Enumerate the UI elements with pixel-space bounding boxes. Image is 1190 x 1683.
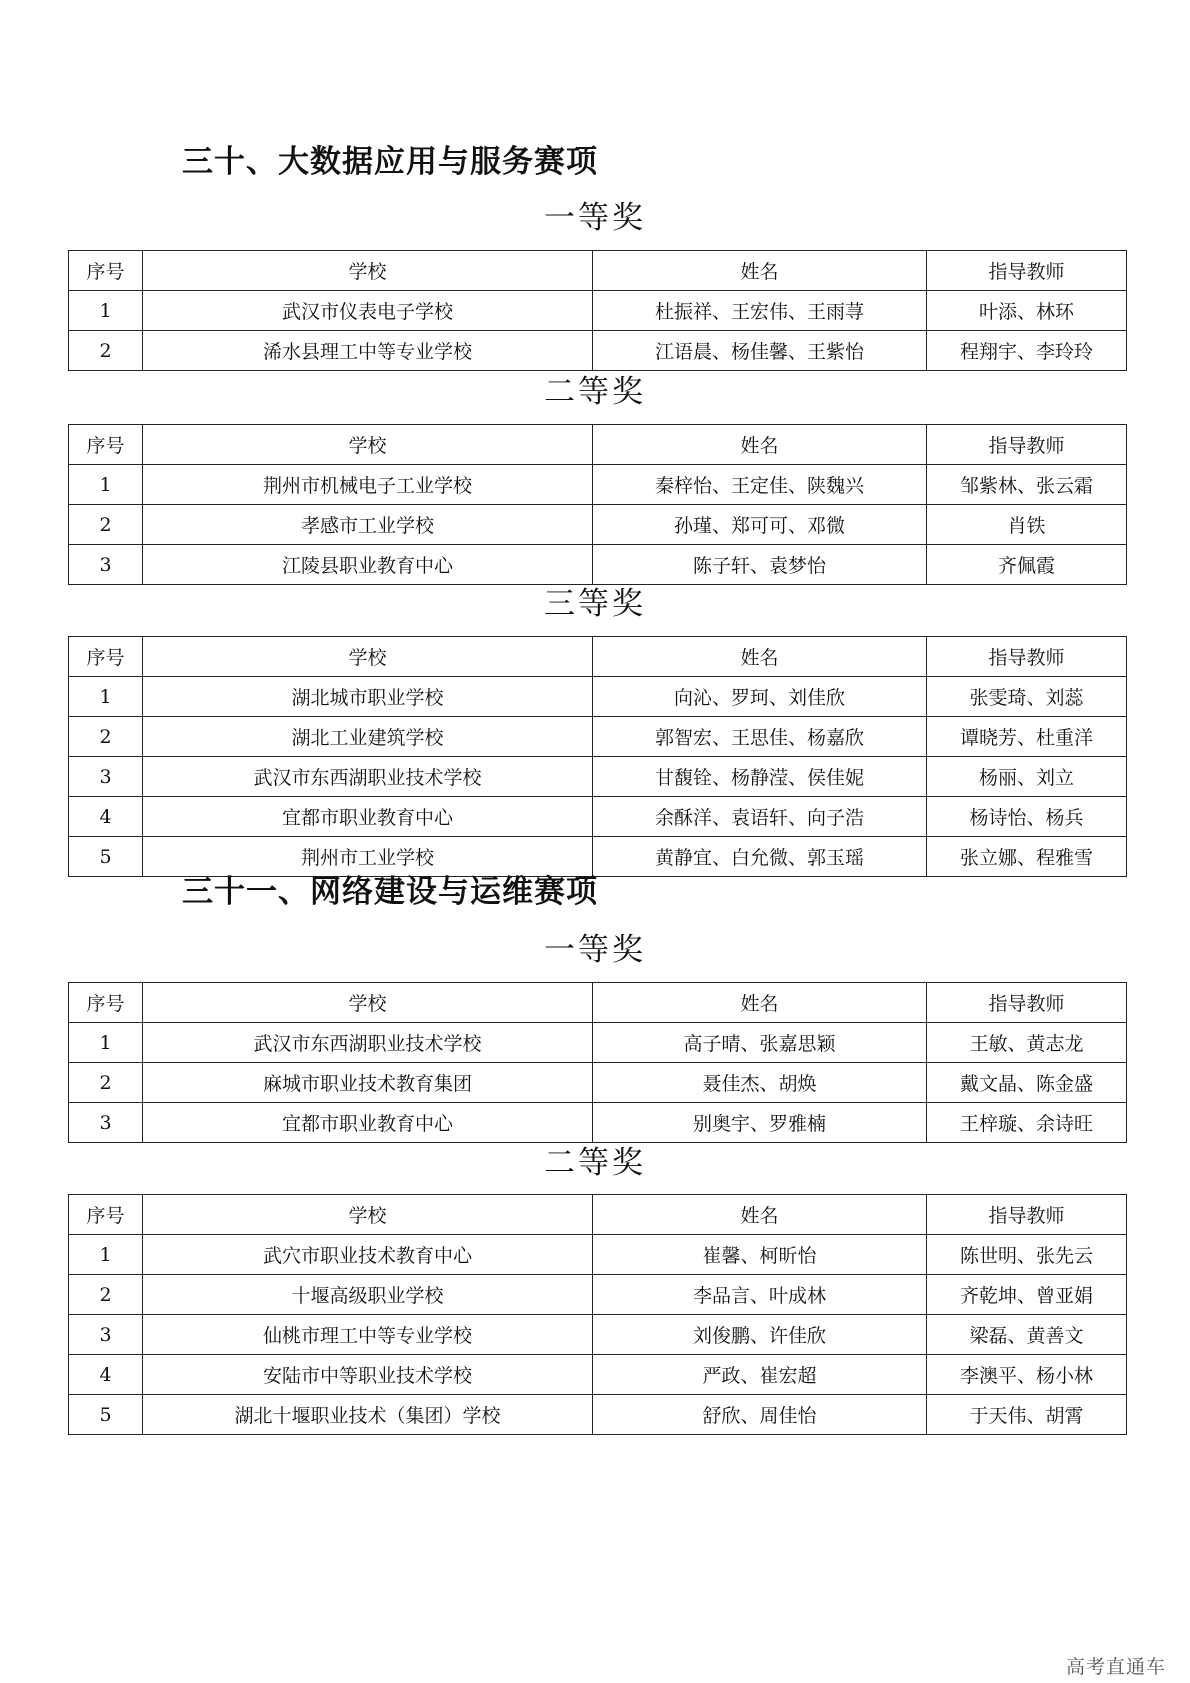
column-header-names: 姓名 — [593, 983, 927, 1023]
cell-no: 4 — [69, 1355, 143, 1395]
award-table — [68, 250, 1127, 371]
cell-teacher: 程翔宇、李玲玲 — [927, 331, 1127, 371]
column-header-school: 学校 — [143, 983, 593, 1023]
cell-school: 荆州市工业学校 — [143, 837, 593, 877]
cell-school: 湖北工业建筑学校 — [143, 717, 593, 757]
table-row — [69, 291, 1127, 331]
award-title: 二等奖 — [544, 374, 646, 410]
column-header-no: 序号 — [69, 251, 143, 291]
award-title: 一等奖 — [544, 200, 646, 236]
watermark: 高考直通车 — [1065, 1656, 1166, 1678]
section-title: 三十、大数据应用与服务赛项 — [182, 144, 598, 180]
column-header-school: 学校 — [143, 425, 593, 465]
award-title: 三等奖 — [544, 586, 646, 622]
cell-names: 杜振祥、王宏伟、王雨荨 — [593, 291, 927, 331]
cell-teacher: 肖铁 — [927, 505, 1127, 545]
table-row — [69, 757, 1127, 797]
cell-teacher: 齐佩霞 — [927, 545, 1127, 585]
cell-school: 江陵县职业教育中心 — [143, 545, 593, 585]
cell-teacher: 叶添、林环 — [927, 291, 1127, 331]
table-row — [69, 1023, 1127, 1063]
column-header-teacher: 指导教师 — [927, 251, 1127, 291]
column-header-school: 学校 — [143, 637, 593, 677]
cell-no: 3 — [69, 545, 143, 585]
cell-names: 李品言、叶成林 — [593, 1275, 927, 1315]
cell-teacher: 张立娜、程雅雪 — [927, 837, 1127, 877]
cell-no: 1 — [69, 291, 143, 331]
cell-names: 别奥宇、罗雅楠 — [593, 1103, 927, 1143]
cell-no: 3 — [69, 1315, 143, 1355]
column-header-names: 姓名 — [593, 251, 927, 291]
table-header-row — [69, 637, 1127, 677]
cell-names: 舒欣、周佳怡 — [593, 1395, 927, 1435]
table-row — [69, 1315, 1127, 1355]
column-header-names: 姓名 — [593, 1195, 927, 1235]
cell-teacher: 王梓璇、余诗旺 — [927, 1103, 1127, 1143]
table-row — [69, 545, 1127, 585]
column-header-teacher: 指导教师 — [927, 1195, 1127, 1235]
table-row — [69, 717, 1127, 757]
column-header-teacher: 指导教师 — [927, 983, 1127, 1023]
cell-school: 宜都市职业教育中心 — [143, 797, 593, 837]
column-header-no: 序号 — [69, 637, 143, 677]
award-table — [68, 424, 1127, 585]
cell-names: 江语晨、杨佳馨、王紫怡 — [593, 331, 927, 371]
cell-school: 荆州市机械电子工业学校 — [143, 465, 593, 505]
cell-names: 刘俊鹏、许佳欣 — [593, 1315, 927, 1355]
table-row — [69, 465, 1127, 505]
section-title: 三十一、网络建设与运维赛项 — [182, 874, 598, 910]
cell-names: 严政、崔宏超 — [593, 1355, 927, 1395]
cell-no: 2 — [69, 717, 143, 757]
column-header-school: 学校 — [143, 251, 593, 291]
column-header-no: 序号 — [69, 1195, 143, 1235]
table-row — [69, 837, 1127, 877]
table-row — [69, 1395, 1127, 1435]
cell-names: 郭智宏、王思佳、杨嘉欣 — [593, 717, 927, 757]
cell-no: 3 — [69, 1103, 143, 1143]
cell-teacher: 于天伟、胡霄 — [927, 1395, 1127, 1435]
cell-school: 武穴市职业技术教育中心 — [143, 1235, 593, 1275]
cell-no: 5 — [69, 1395, 143, 1435]
cell-school: 宜都市职业教育中心 — [143, 1103, 593, 1143]
cell-names: 秦梓怡、王定佳、陕魏兴 — [593, 465, 927, 505]
cell-school: 武汉市东西湖职业技术学校 — [143, 1023, 593, 1063]
table-header-row — [69, 983, 1127, 1023]
cell-no: 1 — [69, 677, 143, 717]
cell-no: 5 — [69, 837, 143, 877]
cell-names: 黄静宜、白允微、郭玉瑶 — [593, 837, 927, 877]
table-row — [69, 677, 1127, 717]
column-header-names: 姓名 — [593, 637, 927, 677]
cell-no: 2 — [69, 1275, 143, 1315]
column-header-names: 姓名 — [593, 425, 927, 465]
table-row — [69, 1103, 1127, 1143]
cell-names: 陈子轩、袁梦怡 — [593, 545, 927, 585]
table-header-row — [69, 1195, 1127, 1235]
cell-names: 余酥洋、袁语轩、向子浩 — [593, 797, 927, 837]
cell-school: 仙桃市理工中等专业学校 — [143, 1315, 593, 1355]
column-header-school: 学校 — [143, 1195, 593, 1235]
table-row — [69, 797, 1127, 837]
cell-no: 1 — [69, 465, 143, 505]
cell-names: 甘馥铨、杨静滢、侯佳妮 — [593, 757, 927, 797]
table-row — [69, 1275, 1127, 1315]
cell-names: 向沁、罗珂、刘佳欣 — [593, 677, 927, 717]
table-row — [69, 1063, 1127, 1103]
award-table — [68, 982, 1127, 1143]
table-row — [69, 1235, 1127, 1275]
cell-no: 2 — [69, 505, 143, 545]
cell-teacher: 戴文晶、陈金盛 — [927, 1063, 1127, 1103]
cell-school: 十堰高级职业学校 — [143, 1275, 593, 1315]
cell-teacher: 陈世明、张先云 — [927, 1235, 1127, 1275]
cell-no: 1 — [69, 1235, 143, 1275]
cell-school: 武汉市仪表电子学校 — [143, 291, 593, 331]
cell-teacher: 王敏、黄志龙 — [927, 1023, 1127, 1063]
column-header-teacher: 指导教师 — [927, 637, 1127, 677]
cell-teacher: 梁磊、黄善文 — [927, 1315, 1127, 1355]
table-row — [69, 1355, 1127, 1395]
award-table — [68, 636, 1127, 877]
table-header-row — [69, 425, 1127, 465]
cell-teacher: 杨诗怡、杨兵 — [927, 797, 1127, 837]
cell-school: 安陆市中等职业技术学校 — [143, 1355, 593, 1395]
table-row — [69, 331, 1127, 371]
cell-names: 崔馨、柯昕怡 — [593, 1235, 927, 1275]
cell-school: 孝感市工业学校 — [143, 505, 593, 545]
cell-school: 浠水县理工中等专业学校 — [143, 331, 593, 371]
cell-names: 高子晴、张嘉思颖 — [593, 1023, 927, 1063]
award-title: 一等奖 — [544, 932, 646, 968]
cell-no: 3 — [69, 757, 143, 797]
cell-school: 武汉市东西湖职业技术学校 — [143, 757, 593, 797]
table-header-row — [69, 251, 1127, 291]
cell-names: 孙瑾、郑可可、邓微 — [593, 505, 927, 545]
cell-teacher: 齐乾坤、曾亚娟 — [927, 1275, 1127, 1315]
cell-teacher: 邹紫林、张云霜 — [927, 465, 1127, 505]
column-header-no: 序号 — [69, 425, 143, 465]
cell-school: 湖北十堰职业技术（集团）学校 — [143, 1395, 593, 1435]
cell-teacher: 杨丽、刘立 — [927, 757, 1127, 797]
column-header-no: 序号 — [69, 983, 143, 1023]
cell-teacher: 张雯琦、刘蕊 — [927, 677, 1127, 717]
award-table — [68, 1194, 1127, 1435]
cell-names: 聂佳杰、胡焕 — [593, 1063, 927, 1103]
cell-no: 4 — [69, 797, 143, 837]
column-header-teacher: 指导教师 — [927, 425, 1127, 465]
cell-no: 1 — [69, 1023, 143, 1063]
cell-teacher: 谭晓芳、杜重洋 — [927, 717, 1127, 757]
cell-no: 2 — [69, 331, 143, 371]
cell-school: 湖北城市职业学校 — [143, 677, 593, 717]
award-title: 二等奖 — [544, 1145, 646, 1181]
table-row — [69, 505, 1127, 545]
cell-teacher: 李澳平、杨小林 — [927, 1355, 1127, 1395]
cell-no: 2 — [69, 1063, 143, 1103]
cell-school: 麻城市职业技术教育集团 — [143, 1063, 593, 1103]
